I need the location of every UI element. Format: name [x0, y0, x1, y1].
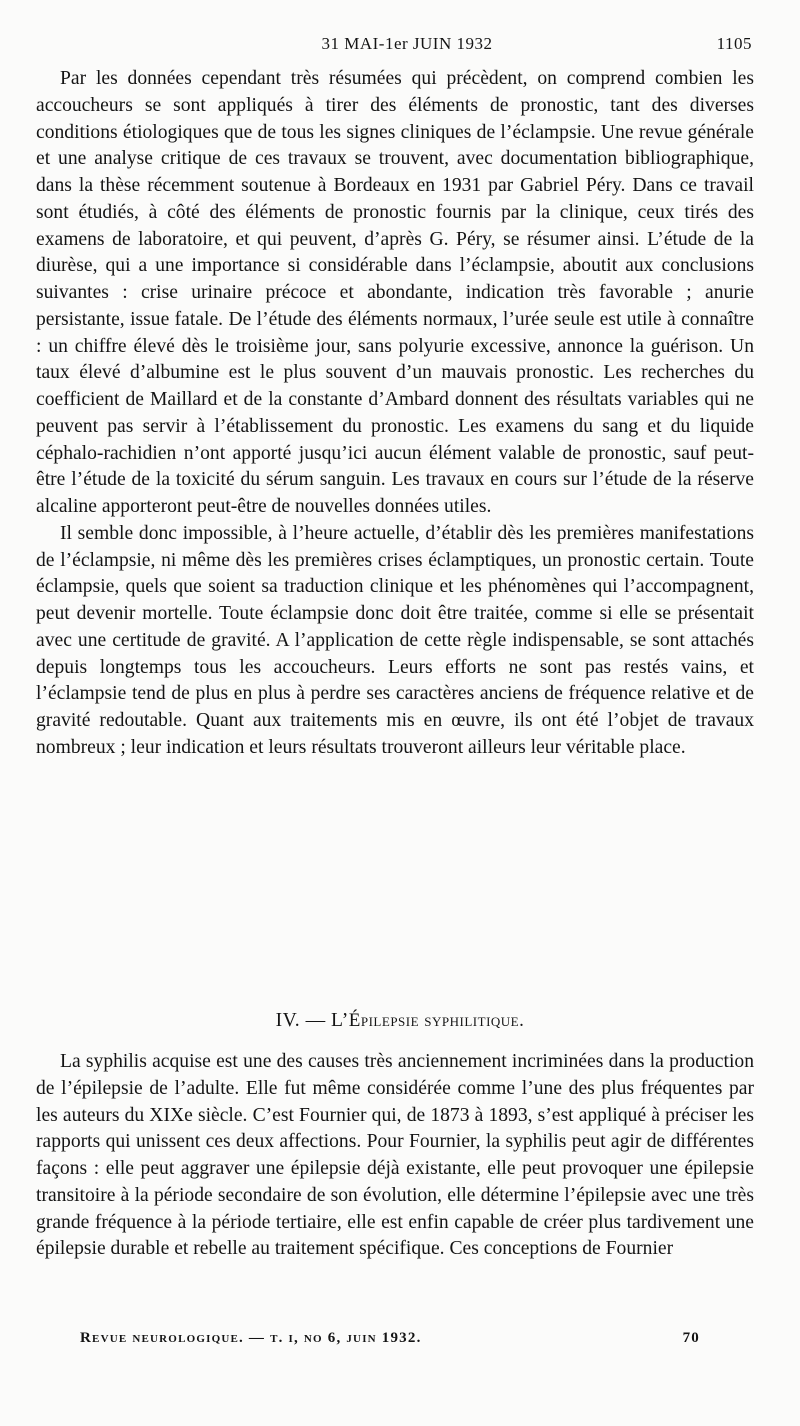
paragraph-conclusion: Il semble donc impossible, à l’heure actuelle, d’établir dès les premières manifestations de l’éclampsie, ni même dès les premières crises éclamptiques, un pronostic certain. Toute éclampsie, quels que soient sa traduction clinique et les phénomènes qui l’accompagnent, peut devenir mortelle. Toute éclampsie donc doit être traitée, comme si elle se présentait avec une certitude de gravité. A l’application de cette règle indispensable, se sont attachés depuis longtemps tous les accoucheurs. Leurs efforts ne sont pas restés vains, et l’éclampsie tend de plus en plus à perdre ses caractères anciens de fréquence relative et de gravité redoutable. Quant aux traitements mis en œuvre, ils ont été l’objet de travaux nombreux ; leur indication et leurs résultats trouveront ailleurs leur véritable place.	[36, 522, 754, 758]
journal-citation: Revue neurologique. — t. i, no 6, juin 1932.	[80, 1330, 422, 1346]
section-heading	[0, 1010, 800, 1032]
article-body-top	[36, 66, 754, 762]
page-footer	[80, 1330, 700, 1347]
running-title: 31 MAI-1er JUIN 1932	[321, 34, 493, 53]
page-number: 1105	[716, 34, 752, 53]
section-title: Épilepsie syphilitique.	[348, 1010, 525, 1031]
paragraph-syphilis: La syphilis acquise est une des causes très anciennement incriminées dans la production de l’épilepsie de l’adulte. Elle fut même considérée comme l’une des plus fréquentes par les auteurs du XIXe siècle. C’est Fournier qui, de 1873 à 1893, s’est appliqué à préciser les rapports qui unissent ces deux affections. Pour Fournier, la syphilis peut agir de différentes façons : elle peut aggraver une épilepsie déjà existante, elle peut provoquer une épilepsie transitoire à la période secondaire de son évolution, elle détermine l’épilepsie avec une très grande fréquence à la période tertiaire, elle est enfin capable de créer plus tardivement une épilepsie durable et rebelle au traitement spécifique. Ces conceptions de Fournier	[36, 1051, 754, 1260]
paragraph-pronostic: Par les données cependant très résumées qui précèdent, on comprend combien les accoucheurs se sont appliqués à tirer des éléments de pronostic, tant des diverses conditions étiologiques que de tous les signes cliniques de l’éclampsie. Une revue générale et une analyse critique de ces travaux se trouvent, avec documentation bibliographique, dans la thèse récemment soutenue à Bordeaux en 1931 par Gabriel Péry. Dans ce travail sont étudiés, à côté des éléments de pronostic fournis par la clinique, ceux tirés des examens de laboratoire, et qui peuvent, d’après G. Péry, se résumer ainsi. L’étude de la diurèse, qui a une importance si considérable dans l’éclampsie, aboutit aux conclusions suivantes : crise urinaire précoce et abondante, indication très favorable ; anurie persistante, issue fatale. De l’étude des éléments normaux, l’urée seule est utile à connaître : un chiffre élevé dès le troisième jour, sans polyurie excessive, annonce la guérison. Un taux élevé d’albumine est le plus souvent d’un mauvais pronostic. Les recherches du coefficient de Maillard et de la constante d’Ambard donnent des résultats variables qui ne peuvent pas servir à l’établissement du pronostic. Les examens du sang et du liquide céphalo-rachidien n’ont apporté jusqu’ici aucun élément valable de pronostic, sauf peut-être l’étude de la toxicité du sérum sanguin. Les travaux en cours sur l’étude de la réserve alcaline apporteront peut-être de nouvelles données utiles.	[36, 68, 754, 517]
section-number: IV. — L’	[275, 1010, 349, 1031]
article-body-section-iv	[36, 1049, 754, 1263]
footer-page-number: 70	[682, 1330, 700, 1346]
